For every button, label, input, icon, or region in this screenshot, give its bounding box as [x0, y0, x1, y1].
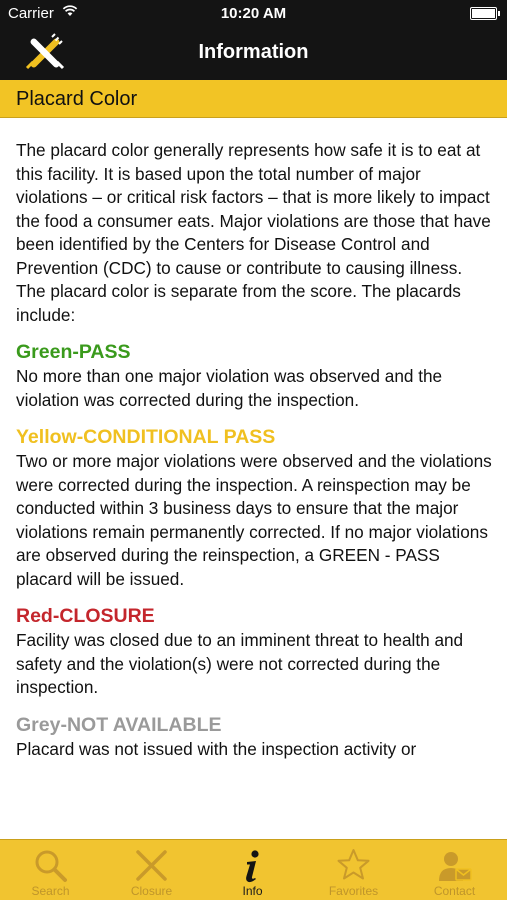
- intro-text: The placard color generally represents how safe it is to eat at this facility. It is based upon the total number of major violations – or critical risk factors – that is more likely to impact the food a consumer eats. Major violations are those that have been identified by the Centers for Disease Control and Prevention (CDC) to cause or contribute to causing illness. The placard color is separate from the score. The placards include:: [16, 140, 491, 325]
- tab-label: Info: [242, 884, 263, 898]
- tab-favorites[interactable]: [303, 840, 404, 900]
- placard-heading: Red-CLOSURE: [16, 605, 155, 627]
- placard-yellow: [16, 424, 492, 591]
- tab-label: Search: [31, 884, 70, 898]
- section-title: Placard Color: [16, 88, 138, 110]
- carrier-label: Carrier: [8, 5, 54, 22]
- placard-description: Facility was closed due to an imminent threat to health and safety and the violation(s) were not corrected during the inspection.: [16, 630, 464, 697]
- tab-search[interactable]: [0, 840, 101, 900]
- section-header: [0, 80, 507, 118]
- placard-heading: Grey-NOT AVAILABLE: [16, 713, 222, 736]
- placard-grey: [16, 712, 492, 762]
- status-bar: [0, 0, 507, 28]
- placard-heading: Green-PASS: [16, 341, 131, 363]
- search-icon: [32, 847, 69, 884]
- tab-label: Favorites: [328, 884, 379, 898]
- placard-heading: Yellow-CONDITIONAL PASS: [16, 426, 276, 448]
- tab-info[interactable]: [202, 840, 303, 900]
- battery-icon: [470, 7, 497, 20]
- placard-description: Placard was not issued with the inspection activity or: [16, 738, 417, 759]
- placard-description: Two or more major violations were observed and the violations were corrected during the inspection. A reinspection may be conducted within 3 business days to ensure that the major violations remain permanently corrected. If no major violations are observed during the reinspection, a GREEN - PASS placard will be issued.: [16, 451, 492, 589]
- placard-red: [16, 603, 492, 700]
- info-content[interactable]: [16, 139, 492, 839]
- status-time: 10:20 AM: [220, 5, 287, 22]
- placard-green: [16, 339, 492, 412]
- tab-label: Contact: [433, 884, 476, 898]
- tab-bar: [0, 839, 507, 900]
- star-icon: [335, 847, 372, 884]
- page-title: Information: [198, 41, 309, 63]
- contact-icon: [436, 847, 473, 884]
- tab-closure[interactable]: [101, 840, 202, 900]
- navigation-bar: [0, 28, 507, 80]
- tab-contact[interactable]: [404, 840, 505, 900]
- close-icon: [133, 847, 170, 884]
- info-icon: [234, 847, 271, 884]
- tab-label: Closure: [130, 884, 173, 898]
- placard-description: No more than one major violation was observed and the violation was corrected during the inspection.: [16, 366, 443, 410]
